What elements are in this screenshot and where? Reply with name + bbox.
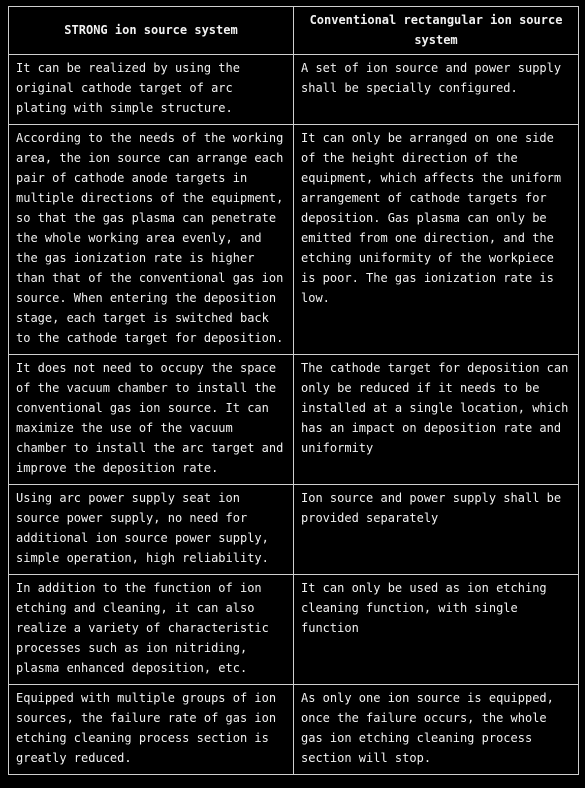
cell-strong: It does not need to occupy the space of the vacuum chamber to install the conventional gas ion source. It can maximize the use of the vacuum chamber to install the arc target and improve the deposition rate. xyxy=(9,355,294,485)
cell-conventional: As only one ion source is equipped, once the failure occurs, the whole gas ion etching cleaning process section will stop. xyxy=(294,685,579,775)
table-row xyxy=(9,125,579,355)
header-row xyxy=(9,7,579,55)
table-row xyxy=(9,685,579,775)
header-strong-system: STRONG ion source system xyxy=(9,7,294,55)
table-row xyxy=(9,575,579,685)
cell-strong: It can be realized by using the original cathode target of arc plating with simple structure. xyxy=(9,55,294,125)
cell-conventional: It can only be used as ion etching cleaning function, with single function xyxy=(294,575,579,685)
comparison-table xyxy=(8,6,579,775)
cell-strong: According to the needs of the working area, the ion source can arrange each pair of cathode anode targets in multiple directions of the equipment, so that the gas plasma can penetrate the whole working area evenly, and the gas ionization rate is higher than that of the conventional gas ion source. When entering the deposition stage, each target is switched back to the cathode target for deposition. xyxy=(9,125,294,355)
cell-conventional: It can only be arranged on one side of the height direction of the equipment, which affects the uniform arrangement of cathode targets for deposition. Gas plasma can only be emitted from one direction, and the etching uniformity of the workpiece is poor. The gas ionization rate is low. xyxy=(294,125,579,355)
cell-conventional: A set of ion source and power supply shall be specially configured. xyxy=(294,55,579,125)
cell-strong: In addition to the function of ion etching and cleaning, it can also realize a variety of characteristic processes such as ion nitriding, plasma enhanced deposition, etc. xyxy=(9,575,294,685)
cell-conventional: The cathode target for deposition can only be reduced if it needs to be installed at a single location, which has an impact on deposition rate and uniformity xyxy=(294,355,579,485)
header-conventional-system: Conventional rectangular ion source system xyxy=(294,7,579,55)
cell-strong: Equipped with multiple groups of ion sources, the failure rate of gas ion etching cleaning process section is greatly reduced. xyxy=(9,685,294,775)
cell-conventional: Ion source and power supply shall be provided separately xyxy=(294,485,579,575)
cell-strong: Using arc power supply seat ion source power supply, no need for additional ion source power supply, simple operation, high reliability. xyxy=(9,485,294,575)
table-row xyxy=(9,55,579,125)
table-row xyxy=(9,355,579,485)
table-row xyxy=(9,485,579,575)
